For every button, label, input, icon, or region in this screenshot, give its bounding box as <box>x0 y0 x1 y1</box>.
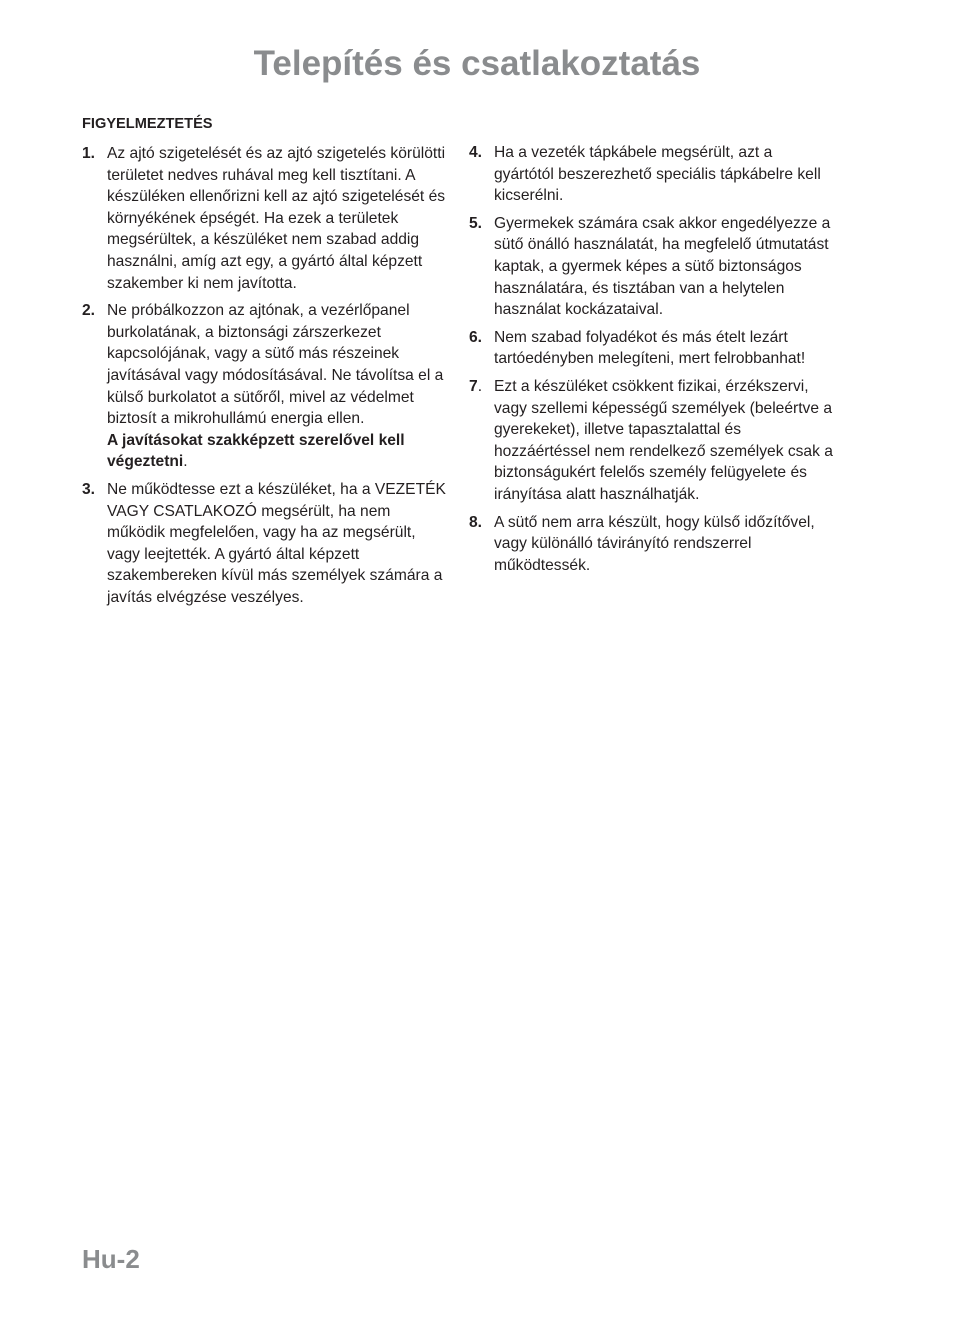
list-item-2 <box>82 300 448 473</box>
item-number: 2. <box>82 302 96 320</box>
item-text: Az ajtó szigetelését és az ajtó szigetelés körülötti területet nedves ruhával meg kell tisztítani. A készüléken ellenőrizni kell az ajtó szigetelését és környékének épségét. Ha ezek a területek megsérültek, a készüléket nem szabad addig használni, amíg azt egy, a gyártó által képzett szakember ki nem javította. <box>107 145 446 292</box>
item-number <box>469 376 494 506</box>
item-text: Nem szabad folyadékot és más ételt lezárt tartóedényben melegíteni, mert felrobbanhat! <box>494 328 806 368</box>
item-text: Ne próbálkozzon az ajtónak, a vezérlőpanel burkolatának, a biztonsági zárszerkezet kapcsolójának, vagy a sütő más részeinek javításával vagy módosításával. Ne távolítsa el a külső burkolatot a sütőről, mivel az védelmet biztosít a mikrohullámú energia ellen. <box>107 302 444 428</box>
page-number: Hu-2 <box>82 1244 140 1274</box>
list-item-5 <box>469 213 835 321</box>
right-column <box>469 142 835 582</box>
page-title: Telepítés és csatlakoztatás <box>253 44 701 83</box>
list-item-3 <box>82 479 448 609</box>
item-number-suffix: . <box>477 377 483 395</box>
warning-list-left <box>82 143 448 608</box>
warning-list-right <box>469 142 835 576</box>
item-text: Gyermekek számára csak akkor engedélyezze a sütő önálló használatát, ha megfelelő útmutatást kaptak, a gyermek képes a sütő biztonságos használatára, és tisztában van a helytelen használat kockázataival. <box>494 214 831 319</box>
item-bold-note: A javításokat szakképzett szerelővel kell végeztetni <box>107 431 405 471</box>
item-number: 4. <box>469 144 483 161</box>
item-number: 1. <box>82 145 96 162</box>
item-text: Ezt a készüléket csökkent fizikai, érzékszervi, vagy szellemi képességű személyek (beleértve a gyerekeket), illetve tapasztalattal és hozzáértéssel nem rendelkező személyek csak a biztonságukért felelős személy felügyelete és irányítása alatt használhatják. <box>494 377 833 503</box>
list-item-4 <box>469 142 835 207</box>
warning-heading: FIGYELMEZTETÉS <box>82 116 213 132</box>
item-text: Ne működtesse ezt a készüléket, ha a VEZETÉK VAGY CSATLAKOZÓ megsérült, ha nem működik megfelelően, vagy ha az megsérült, vagy leejtették. A gyártó által képzett szakembereken kívül más személyek számára a javítás elvégzése veszélyes. <box>107 480 446 606</box>
item-text: Ha a vezeték tápkábele megsérült, azt a gyártótól beszerezhető speciális tápkábelre kell kicserélni. <box>494 144 821 205</box>
list-item-8 <box>469 512 835 577</box>
item-number: 8. <box>469 513 483 531</box>
item-text: A sütő nem arra készült, hogy külső időzítővel, vagy különálló távirányító rendszerrel működtessék. <box>494 513 815 574</box>
item-number: 3. <box>82 480 96 498</box>
list-item-6 <box>469 327 835 370</box>
item-number: 5. <box>469 214 483 232</box>
list-item-1 <box>82 143 448 294</box>
list-item-7 <box>469 376 835 506</box>
item-body <box>107 300 448 473</box>
item-number: 6. <box>469 328 483 346</box>
item-bold-suffix: . <box>183 453 188 471</box>
item-number-digit: 7 <box>469 377 478 395</box>
left-column <box>82 114 448 614</box>
